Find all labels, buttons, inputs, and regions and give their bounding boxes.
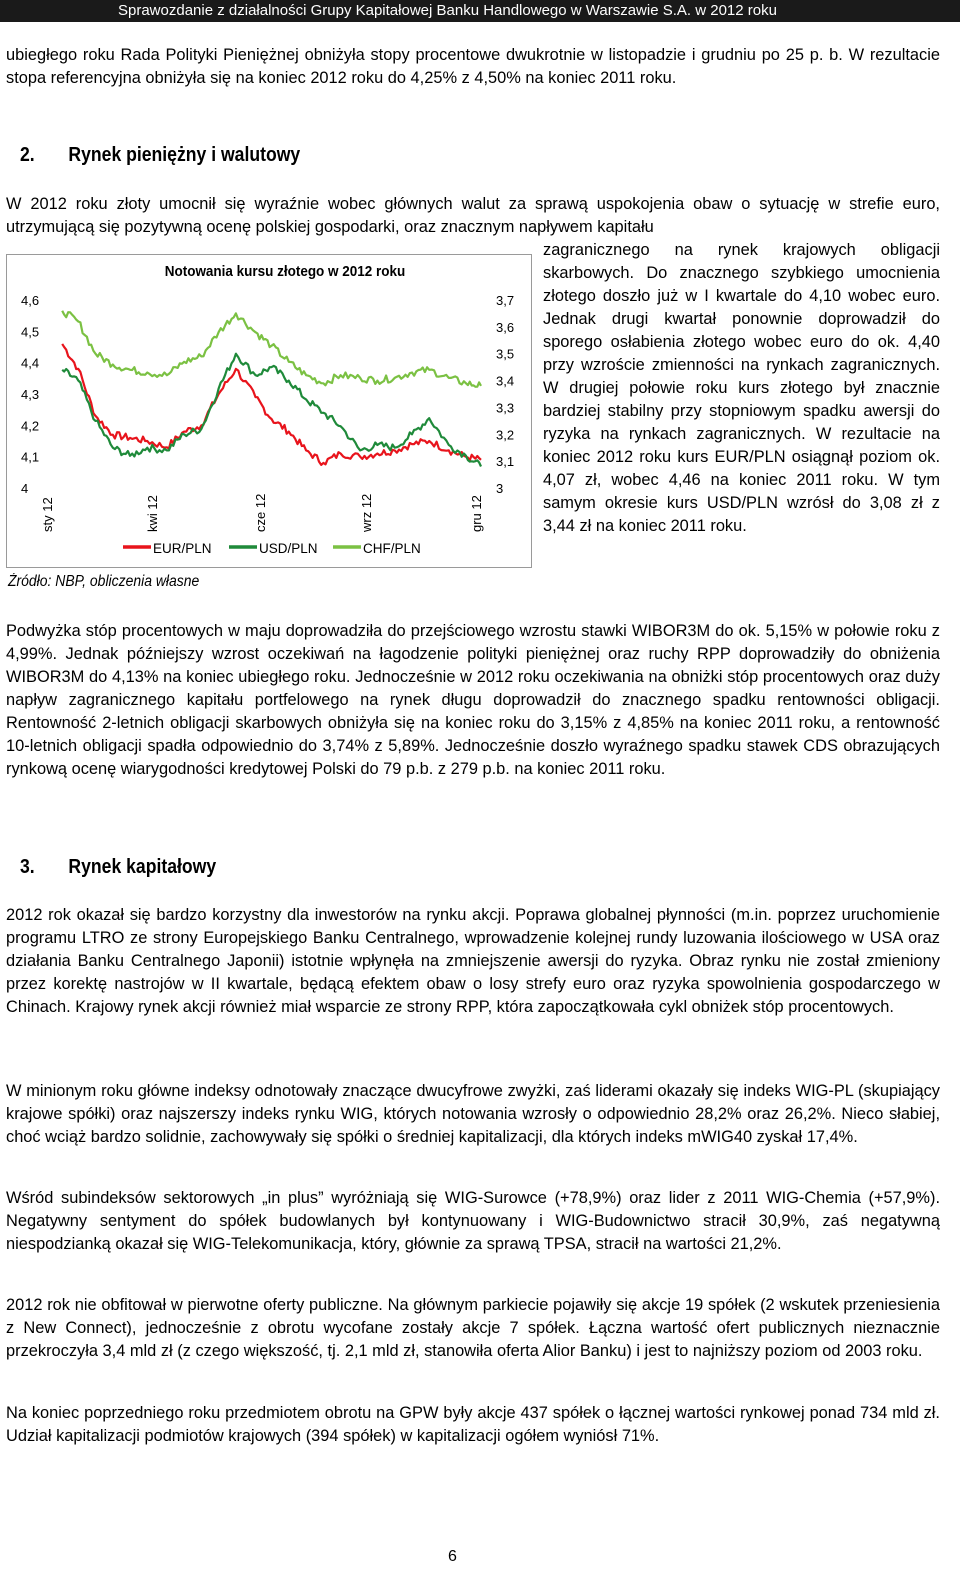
running-header bbox=[0, 0, 960, 22]
fx-chart bbox=[6, 254, 532, 568]
y-left-tick-label: 4,3 bbox=[21, 387, 40, 402]
y-left-tick-label: 4,1 bbox=[21, 449, 40, 465]
y-right-tick-label: 3,7 bbox=[496, 293, 515, 308]
legend-label: CHF/PLN bbox=[363, 541, 421, 556]
page-number: 6 bbox=[448, 1548, 457, 1565]
section-3-paragraph-5: Na koniec poprzedniego roku przedmiotem obrotu na GPW były akcje 437 spółek o łącznej wartości rynkowej ponad 734 mld zł. Udział kapitalizacji podmiotów krajowych (394 spółek) w kapitalizacji ogółem wyniósł 71%. bbox=[6, 1404, 940, 1445]
y-right-tick-label: 3,1 bbox=[496, 454, 515, 470]
section-3-paragraph-3: Wśród subindeksów sektorowych „in plus” wyróżniają się WIG-Surowce (+78,9%) oraz lider z 2011 WIG-Chemia (+57,9%). Negatywny sentyment do spółek budowlanych był kontynuowany i WIG-Budownictwo stracił 30,9%, zaś negatywną niespodzianką okazał się WIG-Telekomunikacja, który, głównie za sprawą TPSA, stracił na wartości 21,2%. bbox=[6, 1189, 940, 1253]
x-tick-label: cze 12 bbox=[253, 493, 268, 532]
section-2-title: Rynek pieniężny i walutowy bbox=[68, 144, 301, 166]
x-tick-label: wrz 12 bbox=[359, 493, 374, 532]
section-3-title: Rynek kapitałowy bbox=[68, 856, 217, 878]
section-3-paragraph-2: W minionym roku główne indeksy odnotowały znaczące dwucyfrowe zwyżki, zaś liderami okazały się indeks WIG-PL (skupiający krajowe spółki) oraz najszerszy indeks rynku WIG, których notowania wzrosły o odpowiednio 28,2% oraz 26,2%. Nieco słabiej, choć wciąż bardzo solidnie, zachowywały się spółki o średniej kapitalizacji, dla których indeks mWIG40 zyskał 17,4%. bbox=[6, 1082, 940, 1146]
y-right-tick-label: 3,3 bbox=[496, 400, 515, 416]
series-line-chf-pln bbox=[62, 311, 481, 387]
section-3-paragraph-4: 2012 rok nie obfitował w pierwotne oferty publiczne. Na głównym parkiecie pojawiły się akcje 19 spółek (2 wskutek przeniesienia z New Connect), jednocześnie z obrotu wycofane zostały akcje 7 spółek. Łączna wartość ofert publicznych nieznacznie przekroczyła 3,4 mld zł (z czego większość, tj. 2,1 mld zł, stanowiła oferta Alior Banku) i jest to najniższy poziom od 2003 roku. bbox=[6, 1296, 940, 1360]
legend-label: EUR/PLN bbox=[153, 541, 212, 556]
chart-legend bbox=[123, 541, 421, 556]
y-right-axis bbox=[496, 293, 514, 496]
x-tick-label: gru 12 bbox=[469, 495, 484, 532]
chart-source-note: Źródło: NBP, obliczenia własne bbox=[8, 573, 200, 590]
x-tick-label: kwi 12 bbox=[145, 495, 160, 532]
y-right-tick-label: 3 bbox=[496, 481, 504, 496]
y-right-tick-label: 3,5 bbox=[496, 346, 515, 362]
chart-title: Notowania kursu złotego w 2012 roku bbox=[164, 263, 406, 281]
section-3-number: 3. bbox=[20, 856, 35, 878]
section-2-heading bbox=[20, 144, 300, 167]
y-left-tick-label: 4,4 bbox=[21, 355, 40, 371]
y-left-tick-label: 4,2 bbox=[21, 418, 40, 434]
section-2-paragraph-intro: W 2012 roku złoty umocnił się wyraźnie wobec głównych walut za sprawą uspokojenia obaw o sytuację w strefie euro, utrzymującą się pozytywną ocenę polskiej gospodarki, oraz znacznym napływem kapitału bbox=[6, 195, 940, 236]
section-2-paragraph-column: zagranicznego na rynek krajowych obligacji skarbowych. Do znacznego szybkiego umocnienia złotego doszło już w I kwartale do 4,10 wobec euro. Jednak drugi kwartał ponownie doprowadził do sporego osłabienia złotego wobec euro do ok. 4,40 przy wzroście zmienności na rynkach zagranicznych. W drugiej połowie roku kurs złotego był znacznie bardziej stabilny przy stopniowym spadku awersji do ryzyka na rynkach zagranicznych. W rezultacie na koniec 2012 roku kurs EUR/PLN osiągnął poziom ok. 4,07 zł, wobec 4,46 na koniec 2011 roku. W tym samym okresie kurs USD/PLN wzrósł do 3,08 zł z 3,44 zł na koniec 2011 roku. bbox=[543, 241, 940, 535]
intro-paragraph: ubiegłego roku Rada Polityki Pieniężnej obniżyła stopy procentowe dwukrotnie w listopadzie i grudniu po 25 p. b. W rezultacie stopa referencyjna obniżyła się na koniec 2012 roku do 4,25% z 4,50% na koniec 2011 roku. bbox=[6, 46, 940, 87]
series-lines bbox=[62, 311, 481, 467]
y-left-tick-label: 4,5 bbox=[21, 324, 40, 340]
running-header-title: Sprawozdanie z działalności Grupy Kapitałowej Banku Handlowego w Warszawie S.A. w 2012 roku bbox=[118, 2, 777, 19]
legend-label: USD/PLN bbox=[259, 541, 318, 556]
y-left-tick-label: 4 bbox=[21, 481, 29, 496]
y-right-tick-label: 3,4 bbox=[496, 373, 515, 389]
series-line-eur-pln bbox=[62, 344, 481, 465]
y-left-tick-label: 4,6 bbox=[21, 293, 40, 308]
section-2-number: 2. bbox=[20, 144, 35, 166]
y-right-tick-label: 3,6 bbox=[496, 319, 515, 335]
section-3-heading bbox=[20, 856, 216, 879]
x-tick-label: sty 12 bbox=[40, 497, 55, 532]
fx-chart-svg bbox=[7, 255, 531, 567]
section-2-paragraph-rates: Podwyżka stóp procentowych w maju doprowadziła do przejściowego wzrostu stawki WIBOR3M do ok. 5,15% w połowie roku z 4,99%. Jednak późniejszy wzrost oczekiwań na łagodzenie polityki pieniężnej oraz ruchy RPP doprowadziły do obniżenia WIBOR3M do 4,13% na koniec ubiegłego roku. Jednocześnie w 2012 roku oczekiwania na obniżki stóp procentowych oraz duży napływ zagranicznego kapitału portfelowego na rynek długu doprowadził do znacznego spadku rentowności obligacji. Rentowność 2-letnich obligacji skarbowych obniżyła się na koniec roku do 3,15% z 4,85% na koniec 2011 roku, a rentowność 10-letnich obligacji spadła odpowiednio do 3,74% z 5,89%. Jednocześnie doszło wyraźnego spadku stawek CDS obrazujących rynkową ocenę wiarygodności kredytowej Polski do 79 p.b. z 279 p.b. na koniec 2011 roku. bbox=[6, 622, 940, 778]
y-right-tick-label: 3,2 bbox=[496, 427, 515, 443]
section-3-paragraph-1: 2012 rok okazał się bardzo korzystny dla inwestorów na rynku akcji. Poprawa globalnej płynności (m.in. poprzez uruchomienie programu LTRO ze strony Europejskiego Banku Centralnego, wprowadzenie kolejnej rundy luzowania ilościowego w USA oraz działania Banku Centralnego Japonii) istotnie wpłynęła na zmniejszenie awersji do ryzyka. Obraz rynku nie został zmieniony przez korektę nastrojów w II kwartale, będącą efektem obaw o losy strefy euro oraz ryzyka spowolnienia gospodarczego w Chinach. Krajowy rynek akcji również miał wsparcie ze strony RPP, która zapoczątkowała cykl obniżek stóp procentowych. bbox=[6, 906, 940, 1016]
y-left-axis bbox=[21, 293, 39, 496]
x-axis bbox=[40, 494, 484, 533]
